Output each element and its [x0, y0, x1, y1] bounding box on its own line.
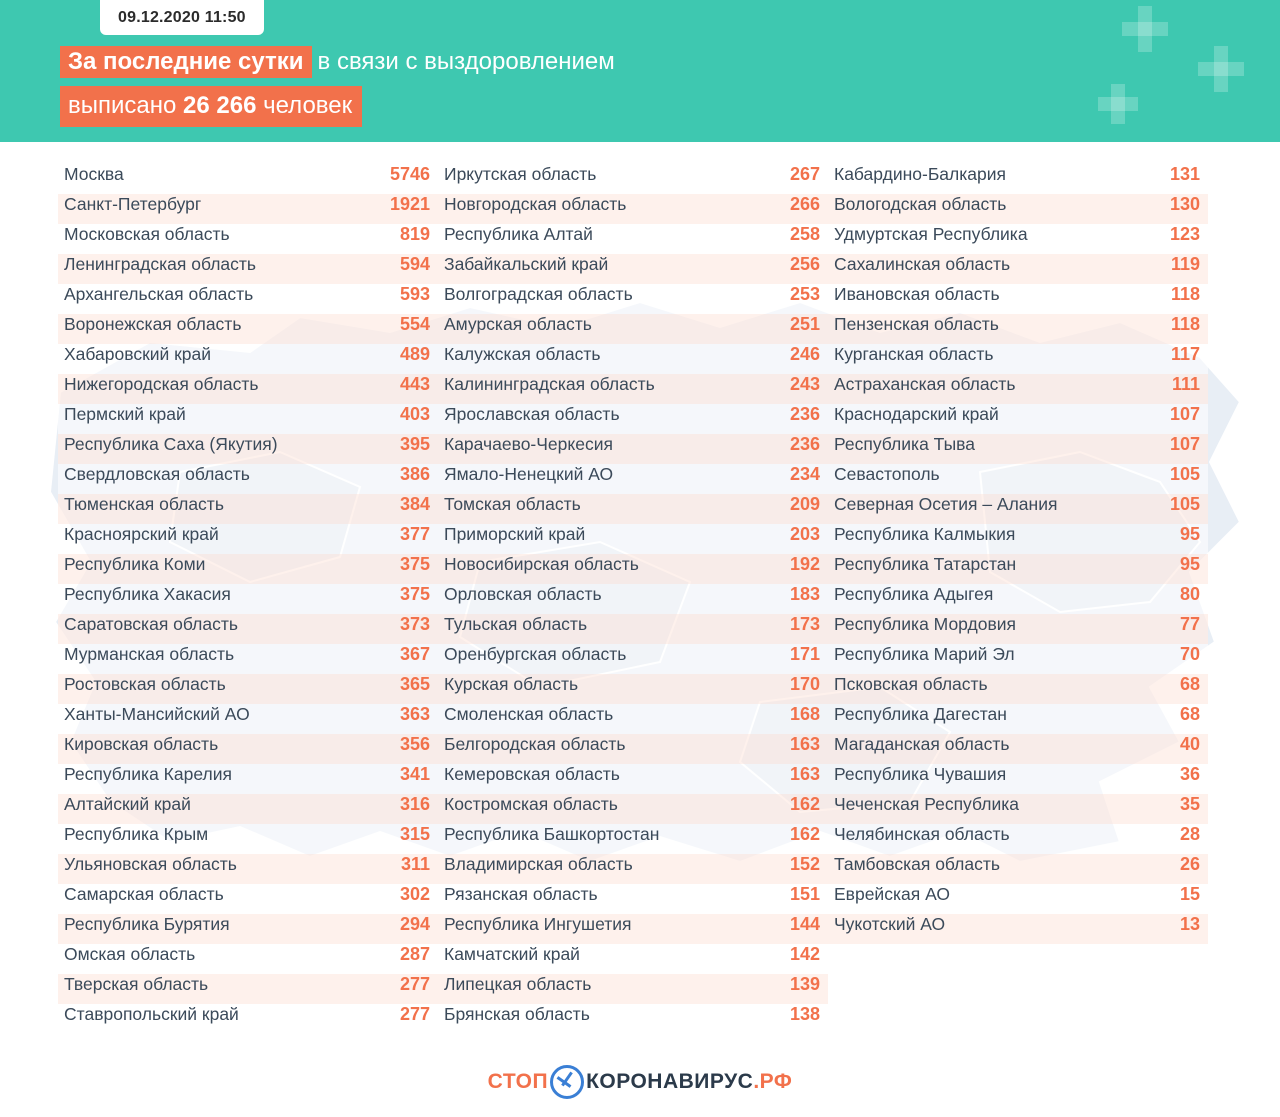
region-name: Республика Алтай [444, 224, 593, 244]
region-value: 365 [399, 674, 430, 694]
region-value: 139 [789, 974, 820, 994]
region-name: Саратовская область [64, 614, 238, 634]
region-value: 107 [1169, 404, 1200, 424]
region-name: Брянская область [444, 1004, 590, 1024]
region-value: 70 [1179, 644, 1200, 664]
region-value: 489 [399, 344, 430, 364]
region-name: Иркутская область [444, 164, 597, 184]
region-value: 168 [789, 704, 820, 724]
region-value: 375 [399, 584, 430, 604]
region-value: 203 [789, 524, 820, 544]
table-row [58, 914, 438, 944]
region-name: Алтайский край [64, 794, 191, 814]
table-row [438, 494, 828, 524]
region-name: Липецкая область [444, 974, 592, 994]
region-name: Хабаровский край [64, 344, 212, 364]
region-name: Республика Марий Эл [834, 644, 1015, 664]
region-name: Республика Тыва [834, 434, 975, 454]
region-name: Псковская область [834, 674, 988, 694]
region-value: 403 [399, 404, 430, 424]
table-row [58, 524, 438, 554]
region-name: Ростовская область [64, 674, 226, 694]
region-value: 117 [1170, 344, 1200, 364]
region-value: 173 [789, 614, 820, 634]
table-row [438, 344, 828, 374]
region-name: Тверская область [64, 974, 209, 994]
region-value: 593 [399, 284, 430, 304]
region-name: Костромская область [444, 794, 618, 814]
region-name: Курская область [444, 674, 579, 694]
region-name: Белгородская область [444, 734, 626, 754]
table-row [438, 434, 828, 464]
region-value: 28 [1179, 824, 1200, 844]
region-name: Омская область [64, 944, 196, 964]
region-name: Архангельская область [64, 284, 254, 304]
region-name: Тамбовская область [834, 854, 1000, 874]
region-name: Еврейская АО [834, 884, 950, 904]
table-row [828, 764, 1208, 794]
region-value: 131 [1169, 164, 1200, 184]
region-value: 373 [399, 614, 430, 634]
region-value: 316 [399, 794, 430, 814]
table-row [438, 584, 828, 614]
table-row [828, 524, 1208, 554]
region-name: Нижегородская область [64, 374, 259, 394]
region-name: Московская область [64, 224, 230, 244]
table-row [438, 1004, 828, 1034]
region-name: Республика Хакасия [64, 584, 231, 604]
table-row [58, 344, 438, 374]
region-name: Кировская область [64, 734, 219, 754]
table-row [828, 494, 1208, 524]
region-name: Северная Осетия – Алания [834, 494, 1058, 514]
table-row [438, 854, 828, 884]
region-value: 151 [789, 884, 820, 904]
table-row [438, 284, 828, 314]
region-value: 123 [1169, 224, 1200, 244]
region-value: 311 [400, 854, 430, 874]
region-name: Краснодарский край [834, 404, 999, 424]
table-row [58, 194, 438, 224]
region-value: 95 [1179, 524, 1200, 544]
table-row [58, 824, 438, 854]
region-value: 144 [789, 914, 820, 934]
region-value: 287 [399, 944, 430, 964]
region-name: Республика Адыгея [834, 584, 994, 604]
region-name: Ленинградская область [64, 254, 257, 274]
region-name: Тюменская область [64, 494, 224, 514]
virus-icon [550, 1065, 584, 1099]
region-name: Вологодская область [834, 194, 1007, 214]
region-value: 163 [789, 734, 820, 754]
footer-bar [0, 1047, 1280, 1117]
table-row [828, 374, 1208, 404]
region-name: Камчатский край [444, 944, 580, 964]
stopkoronavirus-logo[interactable] [488, 1065, 793, 1099]
table-row [438, 734, 828, 764]
region-name: Амурская область [444, 314, 592, 334]
table-row [438, 164, 828, 194]
region-name: Калужская область [444, 344, 601, 364]
table-row [828, 254, 1208, 284]
table-row [828, 164, 1208, 194]
logo-koronavirus-text: КОРОНАВИРУС [586, 1070, 754, 1093]
table-row [828, 194, 1208, 224]
table-row [438, 554, 828, 584]
table-row [58, 404, 438, 434]
table-row [438, 644, 828, 674]
region-value: 35 [1179, 794, 1200, 814]
table-row [438, 914, 828, 944]
region-value: 363 [399, 704, 430, 724]
region-value: 162 [789, 794, 820, 814]
region-name: Москва [64, 164, 124, 184]
region-name: Рязанская область [444, 884, 598, 904]
region-name: Курганская область [834, 344, 994, 364]
region-value: 118 [1170, 284, 1200, 304]
region-name: Пензенская область [834, 314, 999, 334]
region-name: Севастополь [834, 464, 940, 484]
table-row [828, 854, 1208, 884]
table-row [58, 704, 438, 734]
region-value: 142 [789, 944, 820, 964]
table-row [828, 464, 1208, 494]
region-value: 236 [789, 404, 820, 424]
table-row [58, 374, 438, 404]
region-name: Ивановская область [834, 284, 1000, 304]
table-row [58, 794, 438, 824]
table-row [438, 254, 828, 284]
regions-column-3 [828, 164, 1208, 1034]
region-name: Ханты-Мансийский АО [64, 704, 250, 724]
region-value: 236 [789, 434, 820, 454]
table-row [58, 944, 438, 974]
region-value: 267 [789, 164, 820, 184]
region-value: 243 [789, 374, 820, 394]
region-value: 377 [399, 524, 430, 544]
table-row [58, 554, 438, 584]
region-value: 246 [789, 344, 820, 364]
logo-stop-text: СТОП [487, 1070, 549, 1093]
region-name: Калининградская область [444, 374, 655, 394]
headline-second-line [60, 86, 362, 127]
region-value: 118 [1170, 314, 1200, 334]
region-value: 13 [1179, 914, 1200, 934]
table-row [58, 674, 438, 704]
table-row [58, 1004, 438, 1034]
logo-rf-text: .РФ [753, 1070, 793, 1093]
region-value: 277 [399, 974, 430, 994]
region-value: 36 [1179, 764, 1200, 784]
medical-cross-icon [1198, 46, 1244, 92]
table-row [828, 614, 1208, 644]
table-row [58, 884, 438, 914]
region-value: 443 [399, 374, 430, 394]
table-row [828, 314, 1208, 344]
headline-prefix: выписано [68, 92, 177, 119]
table-row [58, 314, 438, 344]
region-value: 26 [1179, 854, 1200, 874]
region-value: 119 [1170, 254, 1200, 274]
region-value: 234 [789, 464, 820, 484]
table-row [828, 734, 1208, 764]
region-name: Республика Чувашия [834, 764, 1007, 784]
table-row [58, 254, 438, 284]
table-row [58, 974, 438, 1004]
region-name: Республика Башкортостан [444, 824, 660, 844]
region-name: Республика Татарстан [834, 554, 1017, 574]
region-name: Кабардино-Балкария [834, 164, 1007, 184]
table-row [438, 884, 828, 914]
table-row [58, 284, 438, 314]
table-row [438, 524, 828, 554]
region-name: Республика Бурятия [64, 914, 230, 934]
timestamp-badge: 09.12.2020 11:50 [100, 0, 264, 35]
table-row [438, 374, 828, 404]
region-value: 209 [789, 494, 820, 514]
region-value: 15 [1179, 884, 1200, 904]
table-row [828, 674, 1208, 704]
region-value: 77 [1179, 614, 1200, 634]
region-value: 68 [1179, 704, 1200, 724]
region-value: 341 [399, 764, 430, 784]
region-value: 68 [1179, 674, 1200, 694]
region-value: 5746 [389, 164, 430, 184]
table-row [58, 584, 438, 614]
region-value: 107 [1169, 434, 1200, 454]
region-name: Республика Карелия [64, 764, 232, 784]
region-value: 395 [399, 434, 430, 454]
table-row [828, 404, 1208, 434]
region-value: 105 [1169, 464, 1200, 484]
headline-strong: За последние сутки [60, 46, 312, 78]
table-row [58, 854, 438, 884]
table-row [438, 194, 828, 224]
region-value: 266 [789, 194, 820, 214]
region-name: Чукотский АО [834, 914, 946, 934]
region-value: 384 [399, 494, 430, 514]
region-name: Чеченская Республика [834, 794, 1019, 814]
regions-column-2 [438, 164, 828, 1034]
region-name: Ульяновская область [64, 854, 237, 874]
table-row [438, 794, 828, 824]
region-name: Кемеровская область [444, 764, 620, 784]
region-value: 152 [789, 854, 820, 874]
table-row [438, 824, 828, 854]
region-name: Карачаево-Черкесия [444, 434, 613, 454]
region-value: 367 [399, 644, 430, 664]
region-name: Владимирская область [444, 854, 633, 874]
region-value: 277 [399, 1004, 430, 1024]
region-name: Красноярский край [64, 524, 219, 544]
region-value: 95 [1179, 554, 1200, 574]
region-name: Пермский край [64, 404, 186, 424]
table-row [828, 824, 1208, 854]
table-row [58, 494, 438, 524]
table-row [58, 164, 438, 194]
table-row [438, 974, 828, 1004]
table-row [438, 224, 828, 254]
region-name: Оренбургская область [444, 644, 627, 664]
region-name: Смоленская область [444, 704, 614, 724]
region-name: Тульская область [444, 614, 588, 634]
table-row [828, 284, 1208, 314]
region-name: Республика Крым [64, 824, 209, 844]
region-value: 256 [789, 254, 820, 274]
table-row [438, 764, 828, 794]
medical-cross-icon [1098, 84, 1138, 124]
table-row [828, 434, 1208, 464]
medical-cross-icon [1122, 6, 1168, 52]
regions-column-1 [58, 164, 438, 1034]
table-row [58, 734, 438, 764]
table-row [828, 554, 1208, 584]
region-name: Магаданская область [834, 734, 1010, 754]
table-row [828, 704, 1208, 734]
region-value: 294 [399, 914, 430, 934]
region-value: 302 [399, 884, 430, 904]
table-row [828, 914, 1208, 944]
region-name: Челябинская область [834, 824, 1010, 844]
region-name: Сахалинская область [834, 254, 1011, 274]
table-row [58, 644, 438, 674]
region-name: Приморский край [444, 524, 586, 544]
table-row [438, 944, 828, 974]
headline-suffix: человек [263, 92, 353, 119]
region-name: Забайкальский край [444, 254, 609, 274]
region-name: Ставропольский край [64, 1004, 239, 1024]
table-row [438, 314, 828, 344]
region-value: 162 [789, 824, 820, 844]
table-row [58, 224, 438, 254]
table-row [828, 794, 1208, 824]
table-row [438, 674, 828, 704]
region-value: 594 [399, 254, 430, 274]
region-name: Республика Калмыкия [834, 524, 1016, 544]
region-value: 356 [399, 734, 430, 754]
region-name: Республика Мордовия [834, 614, 1016, 634]
region-value: 171 [789, 644, 820, 664]
region-value: 819 [399, 224, 430, 244]
region-value: 554 [399, 314, 430, 334]
region-name: Ямало-Ненецкий АО [444, 464, 614, 484]
region-value: 1921 [389, 194, 430, 214]
region-value: 111 [1171, 374, 1200, 394]
table-row [58, 434, 438, 464]
table-row [58, 464, 438, 494]
table-row [828, 884, 1208, 914]
table-row [58, 764, 438, 794]
region-name: Воронежская область [64, 314, 242, 334]
table-row [828, 224, 1208, 254]
table-row [828, 644, 1208, 674]
region-name: Свердловская область [64, 464, 250, 484]
region-name: Республика Коми [64, 554, 206, 574]
table-row [438, 464, 828, 494]
region-name: Астраханская область [834, 374, 1016, 394]
region-name: Удмуртская Республика [834, 224, 1028, 244]
region-name: Орловская область [444, 584, 602, 604]
region-value: 375 [399, 554, 430, 574]
region-value: 130 [1169, 194, 1200, 214]
header-banner [0, 0, 1280, 142]
page-title [60, 44, 615, 127]
region-name: Ярославская область [444, 404, 620, 424]
table-row [58, 614, 438, 644]
region-name: Томская область [444, 494, 581, 514]
region-name: Республика Саха (Якутия) [64, 434, 278, 454]
region-value: 251 [789, 314, 820, 334]
region-name: Самарская область [64, 884, 224, 904]
region-name: Мурманская область [64, 644, 235, 664]
region-value: 163 [789, 764, 820, 784]
region-value: 386 [399, 464, 430, 484]
region-value: 192 [789, 554, 820, 574]
region-value: 80 [1179, 584, 1200, 604]
table-row [828, 584, 1208, 614]
headline-rest: в связи с выздоровлением [317, 48, 615, 75]
region-value: 138 [789, 1004, 820, 1024]
region-value: 253 [789, 284, 820, 304]
headline-number: 26 266 [183, 92, 257, 119]
region-name: Новосибирская область [444, 554, 639, 574]
region-name: Новгородская область [444, 194, 627, 214]
region-value: 170 [789, 674, 820, 694]
region-name: Республика Ингушетия [444, 914, 632, 934]
table-row [438, 614, 828, 644]
region-value: 315 [399, 824, 430, 844]
table-row [438, 704, 828, 734]
region-name: Республика Дагестан [834, 704, 1007, 724]
region-value: 258 [789, 224, 820, 244]
table-row [438, 404, 828, 434]
region-value: 40 [1179, 734, 1200, 754]
region-name: Санкт-Петербург [64, 194, 202, 214]
region-name: Волгоградская область [444, 284, 633, 304]
regions-table [0, 142, 1280, 1034]
table-row [828, 344, 1208, 374]
region-value: 183 [789, 584, 820, 604]
region-value: 105 [1169, 494, 1200, 514]
